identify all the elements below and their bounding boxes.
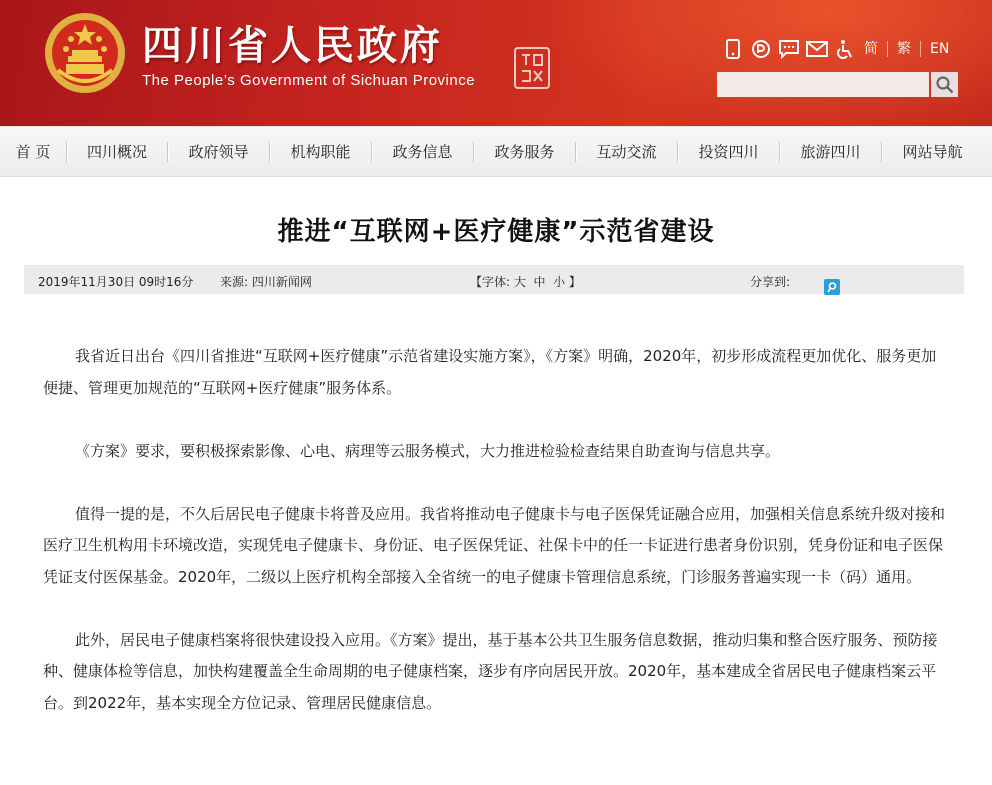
site-subtitle: The People’s Government of Sichuan Province bbox=[142, 72, 476, 89]
share-label: 分享到: bbox=[750, 275, 791, 289]
article-title: 推进“互联网+医疗健康”示范省建设 bbox=[277, 217, 715, 247]
mobile-icon[interactable] bbox=[722, 38, 744, 60]
lang-simplified-link[interactable]: 简 bbox=[864, 41, 878, 57]
article-meta-bar bbox=[24, 265, 964, 294]
nav-item-government-info[interactable]: 政务信息 bbox=[392, 143, 453, 161]
nav-item-home[interactable]: 首 页 bbox=[15, 143, 51, 161]
article-paragraph: 我省近日出台《四川省推进“互联网+医疗健康”示范省建设实施方案》，《方案》明确，2020年，初步形成流程更加优化、服务更加便捷、管理更加规范的“互联网+医疗健康”服务体系。 bbox=[43, 347, 937, 397]
lang-english-link[interactable]: EN bbox=[920, 41, 958, 57]
search-icon bbox=[936, 76, 954, 94]
nav-item-site-navigation[interactable]: 网站导航 bbox=[902, 143, 963, 161]
font-size-selector[interactable]: 【字体: 大 中 小 】 bbox=[470, 275, 581, 289]
accessibility-icon[interactable] bbox=[834, 38, 856, 60]
nav-item-sichuan-overview[interactable]: 四川概况 bbox=[86, 143, 147, 161]
search-button[interactable] bbox=[931, 72, 958, 97]
seal-logo-icon bbox=[514, 47, 550, 89]
nav-item-interaction[interactable]: 互动交流 bbox=[596, 143, 657, 161]
site-header bbox=[0, 0, 992, 126]
weibo-icon[interactable] bbox=[750, 38, 772, 60]
nav-item-government-leaders[interactable]: 政府领导 bbox=[188, 143, 249, 161]
article-source: 来源: 四川新闻网 bbox=[220, 275, 312, 289]
nav-item-invest-sichuan[interactable]: 投资四川 bbox=[698, 143, 759, 161]
nav-item-travel-sichuan[interactable]: 旅游四川 bbox=[800, 143, 861, 161]
article-paragraph: 值得一提的是，不久后居民电子健康卡将普及应用。我省将推动电子健康卡与电子医保凭证融合应用，加强相关信息系统升级对接和医疗卫生机构用卡环境改造，实现凭电子健康卡、身份证、电子医保凭证、社保卡中的任一卡证进行患者身份识别，凭身份证和电子医保凭证支付医保基金。2020年，二级以上医疗机构全部接入全省统一的电子健康卡管理信息系统，门诊服务普遍实现一卡（码）通用。 bbox=[43, 504, 946, 586]
site-title: 四川省人民政府 bbox=[142, 22, 443, 69]
tencent-weibo-icon[interactable] bbox=[824, 279, 840, 295]
lang-traditional-link[interactable]: 繁 bbox=[887, 41, 920, 57]
search-input[interactable] bbox=[717, 72, 929, 97]
article-paragraph: 《方案》要求，要积极探索影像、心电、病理等云服务模式，大力推进检验检查结果自助查询与信息共享。 bbox=[75, 441, 781, 460]
article-paragraph: 此外，居民电子健康档案将很快建设投入应用。《方案》提出，基于基本公共卫生服务信息数据，推动归集和整合医疗服务、预防接种、健康体检等信息，加快构建覆盖全生命周期的电子健康档案，逐步有序向居民开放。2020年，基本建成全省居民电子健康档案云平台。到2022年，基本实现全方位记录、管理居民健康信息。 bbox=[43, 630, 938, 712]
publish-date: 2019年11月30日 09时16分 bbox=[38, 275, 194, 289]
message-icon[interactable] bbox=[778, 38, 800, 60]
nav-item-government-services[interactable]: 政务服务 bbox=[494, 143, 555, 161]
article-body bbox=[43, 341, 948, 751]
nav-item-agency-functions[interactable]: 机构职能 bbox=[290, 143, 351, 161]
mail-icon[interactable] bbox=[806, 38, 828, 60]
national-emblem-icon bbox=[44, 12, 126, 94]
main-nav bbox=[0, 126, 992, 177]
header-tools bbox=[722, 36, 958, 62]
